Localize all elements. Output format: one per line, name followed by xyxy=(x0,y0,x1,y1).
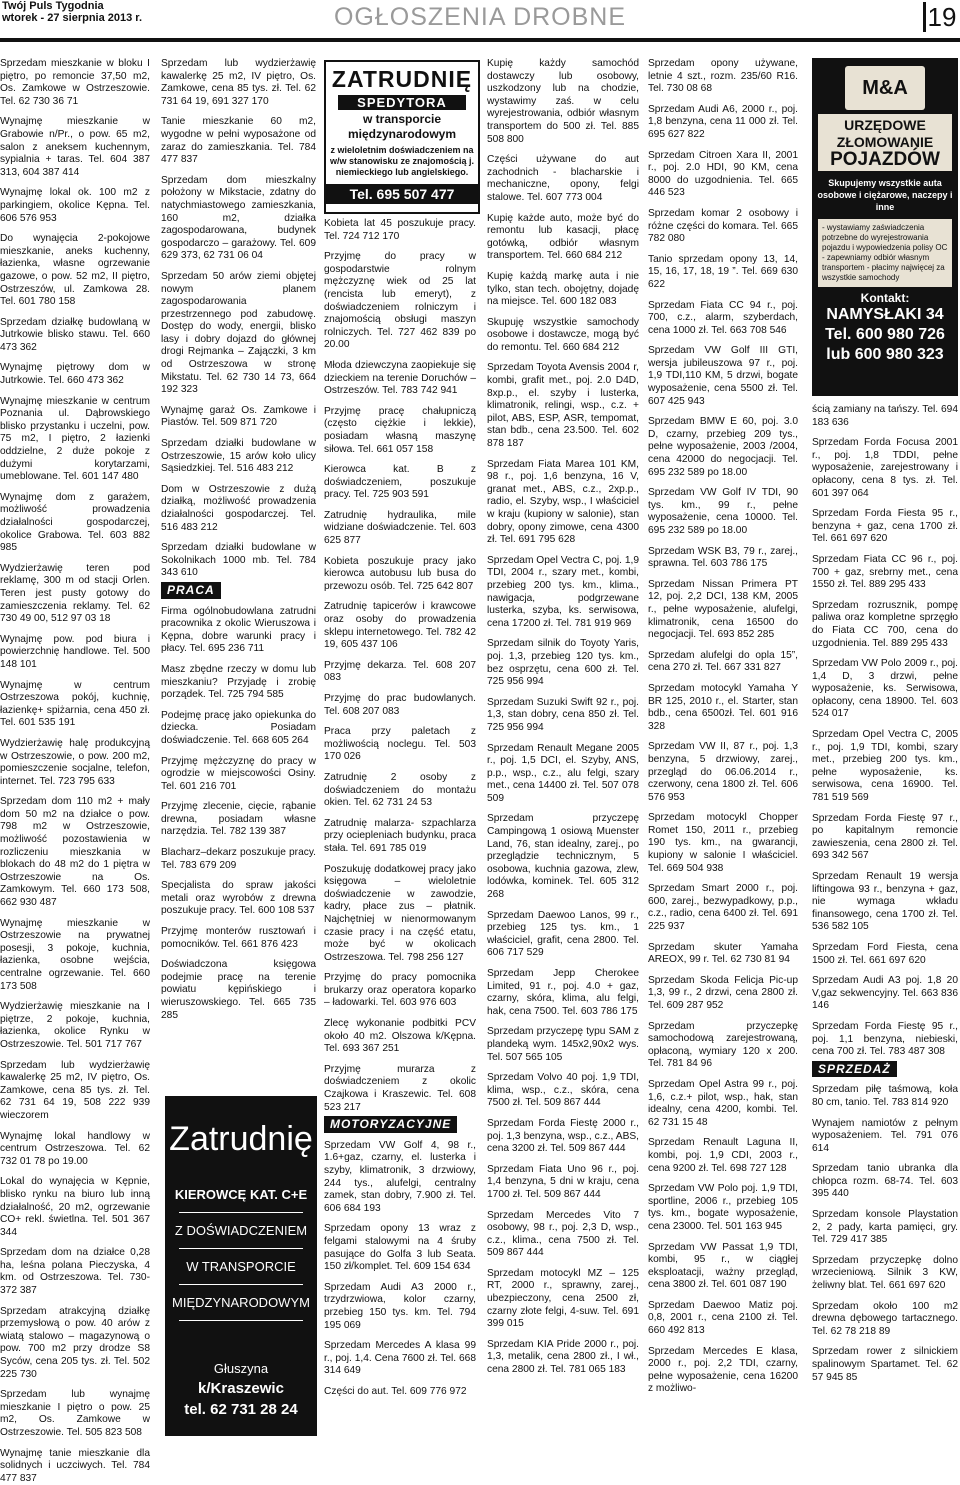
classified-ad: Przyjmę murarza z doświadczeniem z okolic Czajkowa i Kraszewic. Tel. 608 523 217 xyxy=(324,1063,476,1113)
classified-ad: Sprzedam Mercedes A klasa 99 r., poj. 1,4. Cena 7600 zł. Tel. 668 314 649 xyxy=(324,1340,476,1377)
classified-ad: Przyjmę pracę chałupniczą (często ciężkie i lekkie), posiadam własną maszynę siłowa. Tel. 661 057 158 xyxy=(324,405,476,455)
classified-ad: Sprzedam Opel Astra 99 r., poj. 1,6, c.z.+ pilot, wsp., hak, stan idealny, cena 4200, kombi. Tel. 62 731 15 48 xyxy=(648,1078,798,1128)
classified-ad: Do wynajęcia 2-pokojowe mieszkanie, aneks kuchenny, łazienka, własne ogrzewanie gazowe, o pow. 52 m2, II piętro, Ostrzeszów, ul. Zamkowa 28. Tel. 601 780 158 xyxy=(0,233,150,308)
classified-ad: Sprzedam lub wydzierżawię kawalerkę 25 m2, IV piętro, Os. Zamkowe, cena 85 tys. zł. Tel. 62 731 64 19, 508 222 939 wieczorem xyxy=(0,1059,150,1121)
classified-ad: Sprzedam Audi A6, 2000 r., poj. 1,8 benzyna, cena 11 000 zł. Tel. 695 627 822 xyxy=(648,103,798,140)
ma-features: - wystawiamy zaświadczenia potrzebne do wyrejestrowania pojazdu i wypowiedzenia polisy OC - zapewniamy odbiór własnym transportem - płacimy najwięcej za wszystkie samochody xyxy=(818,219,952,287)
classified-ad: Wynajmę mieszkanie w centrum Poznania ul. Dąbrowskiego blisko przystanku i uczelni, pow. 75 m2, I piętro, 2 łazienki oddzielne, 2 duże pokoje z dużymi korytarzami, umeblowane. Tel. 601 147 480 xyxy=(0,395,150,483)
classified-ad: Wydzierżawię teren pod reklamę, 300 m od stacji Orlen. Teren jest pusty gotowy do zamieszczenia reklamy. Tel. 62 730 49 00, 512 97 03 18 xyxy=(0,562,150,625)
classified-ad: Sprzedam Forda Fiestę 97 r., po kapitalnym remoncie zawieszenia, cena 2800 zł. Tel. 693 342 567 xyxy=(812,812,958,862)
ma-u2: ZŁOMOWANIE xyxy=(836,134,934,150)
classified-ad: Sprzedam około 100 m2 drewna dębowego tartacznego. Tel. 62 78 218 89 xyxy=(812,1300,958,1337)
ma-u1: URZĘDOWE xyxy=(844,117,926,133)
classified-ad: Sprzedam opony używane, letnie 4 szt., rozm. 235/60 R16. Tel. 730 08 68 xyxy=(648,58,798,95)
classified-ad: Sprzedam Fiata CC 94 r., poj. 700, c.z., alarm, szyberdach, cena 1000 zł. Tel. 663 708 546 xyxy=(648,299,798,336)
classified-ad: Sprzedam VW Polo poj. 1,9 TDI, sportline, 2006 r., przebieg 105 tys. km., bogate wyposażenie, cena 23000. Tel. 501 163 945 xyxy=(648,1183,798,1232)
classified-ad: Sprzedam atrakcyjną działkę przemysłową o pow. 40 arów z wiatą stalowo – magazynową o pow. 700 m2 przy drodze S8 Syców, cena 205 tys. zł. Tel. 502 225 730 xyxy=(0,1305,150,1380)
classified-ad: Sprzedam Daewoo Lanos, 99 r., przebieg 125 tys. km., 1 właściciel, grafit, cena 2800. Tel. 606 717 529 xyxy=(487,909,639,959)
classified-ad: Sprzedam dom mieszkalny położony w Mikstacie, zdatny do natychmiastowego zamieszkania, 160 m2, działka zagospodarowana, budynek gospodarczo – garażowy. Tel. 609 629 373, 62 731 06 04 xyxy=(161,174,316,262)
classified-ad: Kobieta lat 45 poszukuje pracy. Tel. 724 712 170 xyxy=(324,218,476,242)
classified-ad: Sprzedam motocykl Chopper Romet 150, 2011 r., przebieg 190 tys. km., na gwarancji, kupiony w salonie I właściciel. Tel. 669 504 938 xyxy=(648,812,798,874)
classified-ad: Sprzedam Toyota Avensis 2004 r, kombi, grafit met., poj. 2.0 D4D, 8xp.p., el. szyby i lusterka, klimatronik, relingi, wsp., c.z. + pilot, ABS, ESP, ASR, tempomat, stan bdb., cena 23.500. Tel. 602 878 187 xyxy=(487,362,639,450)
classified-ad: Sprzedam Opel Vectra C, 2005 r., poj. 1,9 TDI, kombi, szary met., przebieg 200 tys. km., pełne wyposażenie, ks. serwisowa, cena 16900. Tel. 781 519 569 xyxy=(812,729,958,804)
classified-ad: Sprzedam Renault 19 wersja liftingowa 93 r., benzyna + gaz, nie wymaga wkładu finansowego, cena 1700 zł. Tel. 536 582 105 xyxy=(812,871,958,933)
driver-ad-line3: W TRANSPORCIE xyxy=(186,1259,296,1274)
classified-ad: Sprzedam Ford Fiesta, cena 1500 zł. Tel. 661 697 620 xyxy=(812,941,958,966)
classified-ad: Sprzedam VW Passat 1,9 TDI, kombi, 95 r., w ciągłej eksploatacji, ważny przegląd, cena 3800 zł. Tel. 601 087 190 xyxy=(648,1241,798,1291)
classified-ad: Wynajmę pow. pod biura i powierzchnię handlowe. Tel. 500 148 101 xyxy=(0,633,150,670)
classified-ad: Wynajmę piętrowy dom w Jutrkowie. Tel. 660 473 362 xyxy=(0,362,150,387)
column-2 xyxy=(161,58,316,1022)
classified-ad: Poszukuję dodatkowej pracy jako księgowa – wieloletnie doświadczenie w zawodzie, kadry, płace zus – płatnik. Najchętniej w nienormowanym czasie pracy i na część etatu, może być w okolicach Ostrzeszowa. Tel. 798 256 127 xyxy=(324,863,476,963)
classified-ad: Sprzedam Audi A3 poj. 1,8 20 V,gaz sekwencyjny. Tel. 663 836 146 xyxy=(812,975,958,1012)
classified-ad: Sprzedam działki budowlane w Ostrzeszowie, 15 arów koło ulicy Sąsiedzkiej. Tel. 516 483 212 xyxy=(161,438,316,475)
classified-ad: Dom w Ostrzeszowie z dużą działką, możliwość prowadzenia działalności gospodarczej. Tel. 516 483 212 xyxy=(161,483,316,533)
classified-ad: Sprzedam działkę budowlaną w Jutrkowie blisko stawu. Tel. 660 473 362 xyxy=(0,316,150,353)
classified-ad: Wydzierżawię halę produkcyjną w Ostrzeszowie, o pow. 200 m2, pomieszczenie socjalne, telefon, internet. Tel. 723 795 633 xyxy=(0,737,150,787)
classified-ad: Sprzedam działki budowlane w Sokolnikach 1000 mb. Tel. 784 343 610 xyxy=(161,542,316,579)
driver-ad-title: Zatrudnię xyxy=(169,1120,313,1158)
driver-ad-place: Głuszyna xyxy=(213,1361,269,1376)
column-5 xyxy=(648,58,798,1396)
classified-ad: Sprzedam Mercedes E klasa, 2000 r., poj. 2,2 TDI, czarny, pełne wyposażenie, cena 16200 z możliwo- xyxy=(648,1345,798,1395)
classified-ad: Sprzedam Forda Fiestę 2000 r., poj. 1,3 benzyna, wsp., c.z., ABS, cena 3200 zł. Tel. 509 867 444 xyxy=(487,1117,639,1155)
classified-ad: Sprzedam komar 2 osobowy i różne części do komara. Tel. 665 782 080 xyxy=(648,207,798,245)
classified-ad: Sprzedam VW Polo 2009 r., poj. 1,4 D, 3 drzwi, pełne wyposażenie, ks. Serwisowa, opłacony, cena 18900. Tel. 603 524 017 xyxy=(812,658,958,720)
classified-ad: Wynajmę mieszkanie w Ostrzeszowie na prywatnej posesji, 3 pokoje, kuchnia, łazienka, osobne wejścia, centralne ogrzewanie. Tel. 660 173 508 xyxy=(0,917,150,992)
ma-u3: POJAZDÓW xyxy=(830,149,940,170)
classified-ad: Sprzedam przyczepkę dolno wrzecieniową. Silnik 3 KW, żeliwny blat. Tel. 661 697 620 xyxy=(812,1254,958,1292)
spedytor-ad-role: SPEDYTORA xyxy=(338,95,466,110)
classified-ad: Sprzedam VW II, 87 r., poj. 1,3 benzyna, 5 drzwiowy, zarej., przegląd do 06.06.2014 r., czerwony, cena 1800 zł. Tel. 606 576 953 xyxy=(648,741,798,803)
ma-service-title xyxy=(818,114,952,171)
classified-ad: ścią zamiany na tańszy. Tel. 694 183 636 xyxy=(812,404,958,428)
column-6-sale xyxy=(812,1084,958,1384)
classified-ad: Sprzedam Forda Fiesta 95 r., benzyna + gaz, cena 1700 zł. Tel. 661 697 620 xyxy=(812,508,958,545)
classified-ad: Sprzedam silnik do Toyoty Yaris, poj. 1,3, przebieg 120 tys. km., bez osprzętu, cena 600 zł. Tel. 725 956 994 xyxy=(487,638,639,688)
issue-date: wtorek - 27 sierpnia 2013 r. xyxy=(2,12,143,24)
classified-ad: Zatrudnię tapicerów i krawcowe oraz osoby do prowadzenia sklepu internetowego. Tel. 782 42 19, 605 437 106 xyxy=(324,601,476,651)
classified-ad: Przyjmę dekarza. Tel. 608 207 083 xyxy=(324,659,476,684)
ma-phone-2: lub 600 980 323 xyxy=(826,346,944,363)
classified-ad: Sprzedam Forda Focusa 2001 r., poj. 1,8 TDDI, pełne wyposażenie, zarejestrowany i opłacony, cena 8 tys. zł. Tel. 601 397 064 xyxy=(812,437,958,499)
ma-address: NAMYSŁAKI 34 xyxy=(826,306,944,323)
column-4 xyxy=(487,58,639,1377)
classified-ad: Blacharz–dekarz poszukuje pracy. Tel. 783 679 209 xyxy=(161,847,316,871)
spedytor-ad-requirements: z wieloletnim doświadczeniem na w/w stanowisku ze znajomością j. niemieckiego lub angielskiego. xyxy=(329,145,475,177)
classified-ad: Sprzedam WSK B3, 79 r., zarej., sprawna. Tel. 603 786 175 xyxy=(648,545,798,570)
classified-ad: Wydzierżawię mieszkanie na I piętrze, 2 pokoje, kuchnia, łazienka, okolice Rynku w Ostrzeszowie. Tel. 501 717 767 xyxy=(0,1001,150,1050)
page-number: 19 xyxy=(923,2,958,32)
classified-ad: Sprzedam KIA Pride 2000 r., poj. 1,3, metalik, cena 2800 zł., I wł., cena 2800 zł. Tel. 781 065 183 xyxy=(487,1338,639,1376)
spedytor-ad-line2: międzynarodowym xyxy=(347,127,457,141)
classified-ad: Sprzedam Mercedes Vito 7 osobowy, 98 r., poj. 2,3 D, wsp., c.z., klima., cena 7500 zł. Tel. 509 867 444 xyxy=(487,1209,639,1259)
column-3-jobs xyxy=(324,218,476,1114)
classified-ad: Sprzedam lub wydzierżawię kawalerkę 25 m2, IV piętro, Os. Zamkowe, cena 85 tys. zł. Tel. 62 731 64 19, 691 327 170 xyxy=(161,58,316,107)
classified-ad: Wynajmę tanie mieszkanie dla solidnych i uczciwych. Tel. 784 477 837 xyxy=(0,1447,150,1484)
classified-ad: Sprzedam Forda Fiestę 95 r., poj. 1,1 benzyna, niebieski, cena 700 zł. Tel. 783 487 308 xyxy=(812,1020,958,1058)
header-rule xyxy=(0,38,960,42)
classified-ad: Młoda dziewczyna zaopiekuje się dzieckiem na terenie Doruchów – Ostrzeszów. Tel. 783 742 941 xyxy=(324,359,476,397)
classified-ad: Przyjmę zlecenie, cięcie, rąbanie drewna, posiadam własne narzędzia. Tel. 782 139 387 xyxy=(161,801,316,838)
classified-ad: Kupię każde auto, może być do remontu lub kasacji, płacę gotówką, odbiór własnym transportem. Tel. 660 684 212 xyxy=(487,212,639,262)
ma-logo: M&A xyxy=(845,66,925,110)
classified-ad: Kupię każdy samochód dostawczy lub osobowy, uszkodzony lub na chodzie, wystawimy zaś. w celu wyrejestrowania, odbiór własnym transportem do 500 zł. Tel. 885 508 800 xyxy=(487,58,639,145)
newspaper-name: Twój Puls Tygodnia xyxy=(2,0,104,12)
classified-ad: Sprzedam piłę taśmową, koła 80 cm, tanio. Tel. 783 814 920 xyxy=(812,1084,958,1108)
classified-ad: Sprzedam 50 arów ziemi objętej nowym planem zagospodarowania przestrzennego pod zabudowę. Dostęp do wody, energii, blisko lasy i dobry dojazd do głównej drogi Rejmanka – Zajączki, 3 km od Ostrzeszowa w stronę Mikstatu. Tel. 62 730 14 73, 664 192 323 xyxy=(161,270,316,396)
motoryzacyjne-banner: MOTORYZACYJNE xyxy=(324,1116,457,1133)
classified-ad: Podejmę pracę jako opiekunka do dziecka. Posiadam doświadczenie. Tel. 668 605 264 xyxy=(161,709,316,746)
classified-ad: Praca przy paletach z możliwością noclegu. Tel. 503 170 026 xyxy=(324,726,476,763)
classified-ad: Sprzedam Daewoo Matiz poj. 0,8, 2001 r., cena 2100 zł. Tel. 660 492 813 xyxy=(648,1299,798,1337)
classified-ad: Sprzedam VW Golf 4, 98 r., 1.6+gaz, czarny, el. lusterka i szyby, klimatronik, 3 drzwiowy, 244 tys., alufelgi, centralny zamek, stan dobry, 7.900 zł. Tel. 606 684 193 xyxy=(324,1139,476,1214)
classified-ad: Sprzedam Jepp Cherokee Limited, 91 r., poj. 4.0 + gaz, czarny, skóra, klima, alu felgi, hak, cena 7500. Tel. 603 786 175 xyxy=(487,968,639,1017)
spedytor-ad-title: ZATRUDNIĘ xyxy=(331,66,473,92)
classified-ad: Sprzedam przyczepkę samochodową zarejestrowaną, opłaconą, wymiary 120 x 200. Tel. 781 84 96 xyxy=(648,1020,798,1070)
classified-ad: Sprzedam Fiata Marea 101 KM, 98 r., poj. 1,6 benzyna, 16 V, granat met., ABS, c.z., 2xp.p., radio, el. Szyby, wsp., I właściciel w kraju (kupiony w salonie), stan dobry, opony zimowe, cena 4300 zł. Tel. 691 795 628 xyxy=(487,458,639,546)
classified-ad: Wynajmę lokal handlowy w centrum Ostrzeszowa. Tel. 62 732 01 78 po 19.00 xyxy=(0,1130,150,1167)
classified-ad: Sprzedam Renault Megane 2005 r., poj. 1,5 DCI, el. Szyby, ANS, p.p., wsp., c.z., alu felgi, szary met., cena 14400 zł. Tel. 507 078 509 xyxy=(487,742,639,804)
classified-ad: Lokal do wynajęcia w Kępnie, blisko rynku na biuro lub inną działalność, 20 m2, ogrzewanie CO+ rekl. świetlna. Tel. 501 367 344 xyxy=(0,1176,150,1238)
classified-ad: Części używane do aut zachodnich - blacharskie i mechaniczne, opony, felgi stalowe. Tel. 607 773 004 xyxy=(487,154,639,203)
classified-ad: Wynajmę dom z garażem, możliwość prowadzenia działalności gospodarczej, okolice Grabowa. Tel. 603 882 985 xyxy=(0,491,150,554)
driver-ad-phone: tel. 62 731 28 24 xyxy=(184,1401,298,1418)
classified-ad: Przyjmę do pracy pomocnika brukarzy oraz operatora koparko – ładowarki. Tel. 603 976 603 xyxy=(324,972,476,1009)
classified-ad: Sprzedam VW Golf III GTI, wersja jubileuszowa 97 r., poj. 1,9 TDI,110 KM, 5 drzwi, bogate wyposażenie, cena 5500 zł. Tel. 607 425 943 xyxy=(648,345,798,407)
classified-ad: Zlecę wykonanie podbitki PCV około 40 m2. Olszowa k/Kępna. Tel. 693 367 251 xyxy=(324,1018,476,1055)
classified-ad: Sprzedam Skoda Felicja Pic-up 1,3, 99 r., 2 drzwi, cena 2800 zł. Tel. 609 287 952 xyxy=(648,974,798,1011)
driver-ad-line2: Z DOŚWIADCZENIEM xyxy=(174,1223,308,1238)
page-header xyxy=(0,0,960,36)
column-2-jobs xyxy=(161,606,316,1023)
classified-ad: Sprzedam przyczepę typu SAM z plandeką wym. 145x2,90x2 wys. Tel. 507 565 105 xyxy=(487,1026,639,1063)
classified-ad: Kobieta poszukuje pracy jako kierowca autobusu lub busa do przewozu osób. Tel. 725 642 807 xyxy=(324,555,476,592)
classified-ad: Sprzedam Smart 2000 r., poj. 600, zarej., bezwypadkowy, p.p., c.z., radio, cena 6400 zł. Tel. 691 225 937 xyxy=(648,883,798,933)
classified-ad: Przyjmę do prac budowlanych. Tel. 608 207 083 xyxy=(324,693,476,717)
ma-phone-1: Tel. 600 980 726 xyxy=(825,326,945,343)
classified-ad: Zatrudnię 2 osoby z doświadczeniem do montażu okien. Tel. 62 731 24 53 xyxy=(324,771,476,809)
classified-ad: Sprzedam Fiata Uno 96 r., poj. 1,4 benzyna, 5 dni w kraju, cena 1700 zł. Tel. 509 867 444 xyxy=(487,1163,639,1200)
column-3 xyxy=(324,218,476,1399)
classified-ad: Sprzedam motocykl MZ – 125 RT, 2000 r., sprawny, zarej., ubezpieczony, cena 2500 zł, czarny złote felgi, 4-suw. Tel. 691 399 015 xyxy=(487,1267,639,1330)
classified-ad: Sprzedam lub wynajmę mieszkanie I piętro o pow. 25 m2, Os. Zamkowe w Ostrzeszowie. Tel. 505 823 508 xyxy=(0,1389,150,1438)
classified-ad: Sprzedam Fiata CC 96 r., poj. 700 + gaz, srebrny met., cena 1550 zł. Tel. 889 295 433 xyxy=(812,553,958,591)
classified-ad: Tanio sprzedam opony 13, 14, 15, 16, 17, 18, 19 ”. Tel. 669 630 622 xyxy=(648,253,798,290)
classified-ad: Sprzedam skuter Yamaha AREOX, 99 r. Tel. 62 730 81 94 xyxy=(648,941,798,966)
classified-ad: Przyjmę monterów rusztowań i pomocników. Tel. 661 876 423 xyxy=(161,926,316,950)
classified-ad: Wynajem namiotów z pełnym wyposażeniem. Tel. 791 076 614 xyxy=(812,1117,958,1154)
column-3-moto xyxy=(324,1140,476,1399)
classified-ad: Sprzedam Nissan Primera PT 12, poj. 2,2 DCI, 138 KM, 2005 r., pełne wyposażenie, alufelgi, klimatronik, cena 16500 do negocjacji. Tel. 693 852 285 xyxy=(648,578,798,641)
sprzedaz-banner: SPRZEDAŻ xyxy=(812,1061,897,1078)
classified-ad: Skupuję wszystkie samochody osobowe i dostawcze, mogą być do remontu. Tel. 660 684 212 xyxy=(487,316,639,353)
classified-ad: Sprzedam Renault Laguna II, kombi, poj. 1,9 CDI, 2003 r., cena 9200 zł. Tel. 698 727 128 xyxy=(648,1137,798,1174)
driver-ad-line1: KIEROWCĘ KAT. C+E xyxy=(174,1187,308,1202)
classified-ad: Sprzedam Opel Vectra C, poj. 1,9 TDI, 2004 r., szary met., kombi, przebieg 200 tys. km., klima., nawigacja, podgrzewane lusterka, szyba, ks. serwisowa, cena 17200 zł. Tel. 781 919 969 xyxy=(487,554,639,629)
classified-ad: Przyjmę mężczyznę do pracy w ogrodzie w miejscowości Osiny. Tel. 601 216 701 xyxy=(161,755,316,792)
classified-ad: Sprzedam mieszkanie w bloku I piętro, po remoncie 37,50 m2, Os. Zamkowe w Ostrzeszowie. Tel. 62 730 36 71 xyxy=(0,58,150,107)
classified-ad: Firma ogólnobudowlana zatrudni pracownika z okolic Wieruszowa i Kępna, dobre warunki pracy i płacy. Tel. 695 236 711 xyxy=(161,605,316,655)
classified-ad: Sprzedam rozrusznik, pompę paliwa oraz kompletne sprzęgło do Fiata CC 700, cena do uzgodnienia. Tel. 889 295 433 xyxy=(812,599,958,649)
classified-ad: Sprzedam Citroen Xara II, 2001 r., poj. 2.0 HDI, 90 KM, cena 8000 do uzgodnienia. Tel. 665 446 523 xyxy=(648,149,798,199)
spedytor-ad xyxy=(324,60,480,214)
column-6-moto xyxy=(812,404,958,1059)
classified-ad: Specjalista do spraw jakości metali oraz wyrobów z drewna poszukuje pracy. Tel. 600 108 537 xyxy=(161,880,316,917)
classified-ad: Sprzedam motocykl Yamaha Y BR 125, 2010 r., el. Starter, stan bdb., cena 6500zł. Tel. 601 916 328 xyxy=(648,682,798,732)
classified-ad: Tanie mieszkanie 60 m2, wygodne w pełni wyposażone od zaraz do zamieszkania. Tel. 784 477 837 xyxy=(161,116,316,166)
classified-ad: Sprzedam opony 13 wraz z felgami stalowymi na 4 śruby pasujące do Golfa 3 lub Seata. 150 zł/komplet. Tel. 609 154 634 xyxy=(324,1223,476,1273)
column-2-real-estate xyxy=(161,58,316,580)
classified-ad: Sprzedam przyczepę Campingową 1 osiową Muenster Land, 76, stan idealny, zarej., po przeglądzie technicznym, 5 osobowa, kuchnia gazowa, zlew, lodówka, kominek. Tel. 605 312 268 xyxy=(487,813,639,901)
driver-ad-place2: k/Kraszewic xyxy=(198,1380,284,1397)
driver-job-ad xyxy=(165,1096,317,1436)
classified-ad: Sprzedam dom 110 m2 + mały dom 50 m2 na działce o pow. 798 m2 w Ostrzeszowie, możliwość pozostawienia w rozliczeniu mieszkania w blokach do 48 m2 do 1 piętra w Ostrzeszowie na Os. Zamkowym. Tel. 660 173 508, 662 930 487 xyxy=(0,796,150,909)
classified-ad: Sprzedam Audi A3 2000 r., trzydrzwiowa, kolor czarny, przebieg 150 tys. km. Tel. 794 195 069 xyxy=(324,1281,476,1331)
column-1 xyxy=(0,58,150,1485)
spedytor-ad-line1: w transporcie xyxy=(362,112,442,126)
praca-banner: PRACA xyxy=(161,582,221,599)
classified-ad: Masz zbędne rzeczy w domu lub mieszkaniu? Przyjadę i zrobię porządek. Tel. 725 794 585 xyxy=(161,663,316,701)
classified-ad: Sprzedam tanio ubranka dla chłopca rozm. 68-74. Tel. 603 395 440 xyxy=(812,1163,958,1200)
ma-contact-label: Kontakt: xyxy=(860,291,910,305)
classified-ad: Sprzedam VW Golf IV TDI, 90 tys. km., 99 r., pełne wyposażenie, cena 10000. Tel. 695 232 589 po 18.00 xyxy=(648,487,798,536)
classified-ad: Wynajmę garaż Os. Zamkowe i Piastów. Tel. 509 871 720 xyxy=(161,404,316,429)
classified-ad: Kupię każdą markę auta i nie tylko, stan tech. obojętny, dojadę na miejsce. Tel. 600 182 083 xyxy=(487,270,639,308)
classified-ad: Przyjmę do pracy w gospodarstwie rolnym mężczyznę wiek od 25 lat (rencista lub emeryt), z doświadczeniem rolniczym i znajomością obsługi maszyn rolniczych. Tel. 727 462 839 po 20.00 xyxy=(324,251,476,351)
classified-ad: Zatrudnię malarza- szpachlarza przy ociepleniach budynku, praca stała. Tel. 691 785 019 xyxy=(324,817,476,854)
classified-ad: Wynajmę mieszkanie w Grabowie n/Pr., o pow. 65 m2, salon z aneksem kuchennym, sypialnia + taras. Tel. 604 387 313, 604 387 414 xyxy=(0,116,150,178)
classified-ad: Kierowca kat. B z doświadczeniem, poszukuje pracy. Tel. 725 903 591 xyxy=(324,464,476,501)
classified-ad: Sprzedam rower z silnickiem spalinowym Spartamet. Tel. 62 57 945 85 xyxy=(812,1346,958,1383)
classified-ad: Sprzedam alufelgi do opla 15”, cena 270 zł. Tel. 667 331 827 xyxy=(648,649,798,674)
classified-ad: Sprzedam Suzuki Swift 92 r., poj. 1,3, stan dobry, cena 850 zł. Tel. 725 956 994 xyxy=(487,696,639,733)
section-title: OGŁOSZENIA DROBNE xyxy=(333,3,627,31)
driver-ad-line4: MIĘDZYNARODOWYM xyxy=(172,1295,310,1310)
classified-ad: Zatrudnię hydraulika, mile widziane doświadczenie. Tel. 603 625 877 xyxy=(324,509,476,547)
ma-claim: Skupujemy wszystkie auta osobowe i ciężarowe, naczepy i inne xyxy=(817,178,953,212)
column-6 xyxy=(812,404,958,1384)
classified-ad: Sprzedam konsole Playstation 2, 2 pady, karta pamięci, gry. Tel. 729 417 385 xyxy=(812,1209,958,1246)
spedytor-ad-phone: Tel. 695 507 477 xyxy=(326,184,478,204)
classified-ad: Doświadczona księgowa podejmie pracę na terenie powiatu kępińskiego i wieruszowskiego. Tel. 665 735 285 xyxy=(161,959,316,1021)
classified-ad: Wynajmę lokal ok. 100 m2 z parkingiem, okolice Kępna. Tel. 606 576 953 xyxy=(0,187,150,224)
classified-ad: Części do aut. Tel. 609 776 972 xyxy=(324,1385,467,1397)
ma-scrapping-ad xyxy=(812,58,958,396)
classified-ad: Sprzedam BMW E 60, poj. 3.0 D, czarny, przebieg 209 tys., pełne wyposażenie, 2003 /2004, cena 42000 do negocjacji. Tel. 695 232 589 po 18.00 xyxy=(648,416,798,478)
classified-ad: Sprzedam Volvo 40 poj. 1,9 TDI, klima, wsp., c.z., skóra, cena 7500 zł. Tel. 509 867 444 xyxy=(487,1072,639,1109)
classified-ad: Sprzedam dom na działce 0,28 ha, leśna polana Pieczyska, 4 km. od Ostrzeszowa. Tel. 730-372 387 xyxy=(0,1247,150,1297)
classified-ad: Wynajmę w centrum Ostrzeszowa pokój, kuchnię, łazienkę+ spiżarnia, cena 450 zł. Tel. 601 535 191 xyxy=(0,679,150,729)
